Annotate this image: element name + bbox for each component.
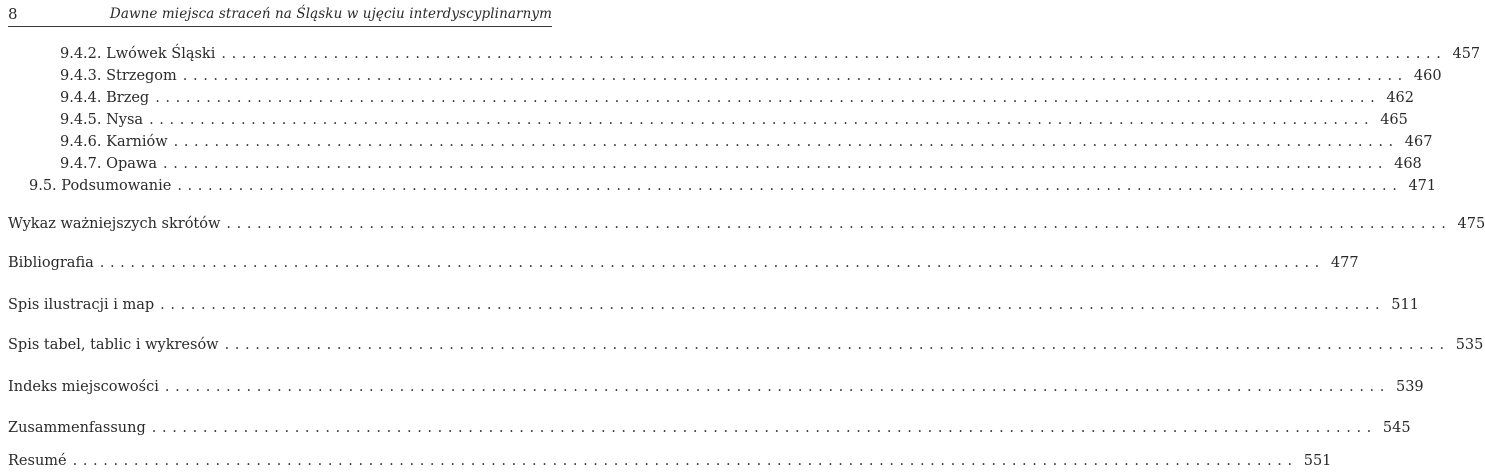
toc-entry-page: 539 (1395, 379, 1424, 395)
toc-entry-page: 535 (1455, 337, 1484, 353)
toc-entry[interactable] (0, 112, 1408, 132)
dot-leader: ........................................................................................................................ (162, 156, 1389, 172)
toc-entry[interactable] (0, 68, 1442, 88)
toc-entry-label: 9.5. Podsumowanie (29, 178, 172, 194)
toc-entry[interactable] (0, 297, 1419, 317)
toc-entry[interactable] (0, 46, 1481, 66)
toc-entry-page: 475 (1457, 216, 1485, 232)
toc-entry-label: 9.4.3. Strzegom (60, 68, 177, 84)
toc-entry[interactable] (0, 178, 1437, 198)
toc-entry[interactable] (0, 134, 1433, 154)
toc-entry-page: 511 (1391, 297, 1419, 313)
dot-leader: ........................................................................................................................ (72, 453, 1298, 469)
toc-entry-page: 465 (1380, 112, 1408, 128)
toc-entry-label: Bibliografia (8, 255, 94, 271)
toc-entry-label: 9.4.5. Nysa (60, 112, 144, 128)
page-number: 8 (8, 5, 18, 23)
dot-leader: ........................................................................................................................ (155, 90, 1381, 106)
toc-entry-page: 467 (1404, 134, 1433, 150)
dot-leader: ........................................................................................................................ (173, 134, 1399, 150)
toc-entry-label: 9.4.2. Lwówek Śląski (60, 46, 216, 62)
toc-entry-label: Spis tabel, tablic i wykresów (8, 337, 219, 353)
toc-entry-page: 468 (1394, 156, 1422, 172)
toc-entry[interactable] (0, 337, 1484, 357)
dot-leader: ........................................................................................................................ (151, 420, 1377, 436)
toc-entry[interactable] (0, 216, 1485, 236)
toc-entry-page: 551 (1303, 453, 1332, 469)
dot-leader: ........................................................................................................................ (149, 112, 1375, 128)
toc-entry-label: Zusammenfassung (8, 420, 146, 436)
dot-leader: ........................................................................................................................ (160, 297, 1386, 313)
toc-entry-page: 477 (1330, 255, 1359, 271)
toc-entry-label: 9.4.7. Opawa (60, 156, 157, 172)
toc-entry-label: 9.4.6. Karniów (60, 134, 168, 150)
toc-entry[interactable] (0, 255, 1359, 275)
dot-leader: ........................................................................................................................ (226, 216, 1452, 232)
toc-entry-page: 462 (1386, 90, 1414, 106)
toc-entry-label: Resumé (8, 453, 67, 469)
page-header (8, 4, 552, 27)
dot-leader: ........................................................................................................................ (221, 46, 1447, 62)
toc-entry-page: 545 (1382, 420, 1411, 436)
toc-entry[interactable] (0, 453, 1332, 473)
toc-entry-label: Wykaz ważniejszych skrótów (8, 216, 221, 232)
dot-leader: ........................................................................................................................ (177, 178, 1403, 194)
toc-entry[interactable] (0, 420, 1411, 440)
dot-leader: ........................................................................................................................ (182, 68, 1408, 84)
toc-entry[interactable] (0, 90, 1414, 110)
toc-entry[interactable] (0, 379, 1424, 399)
toc-entry-label: Spis ilustracji i map (8, 297, 155, 313)
dot-leader: ........................................................................................................................ (99, 255, 1325, 271)
toc-entry-label: 9.4.4. Brzeg (60, 90, 150, 106)
toc-entry-page: 457 (1452, 46, 1481, 62)
toc-entry-page: 471 (1408, 178, 1437, 194)
dot-leader: ........................................................................................................................ (224, 337, 1450, 353)
toc-entry[interactable] (0, 156, 1422, 176)
dot-leader: ........................................................................................................................ (164, 379, 1390, 395)
toc-entry-label: Indeks miejscowości (8, 379, 159, 395)
running-title: Dawne miejsca straceń na Śląsku w ujęciu interdyscyplinarnym (109, 6, 552, 22)
toc-entry-page: 460 (1413, 68, 1442, 84)
